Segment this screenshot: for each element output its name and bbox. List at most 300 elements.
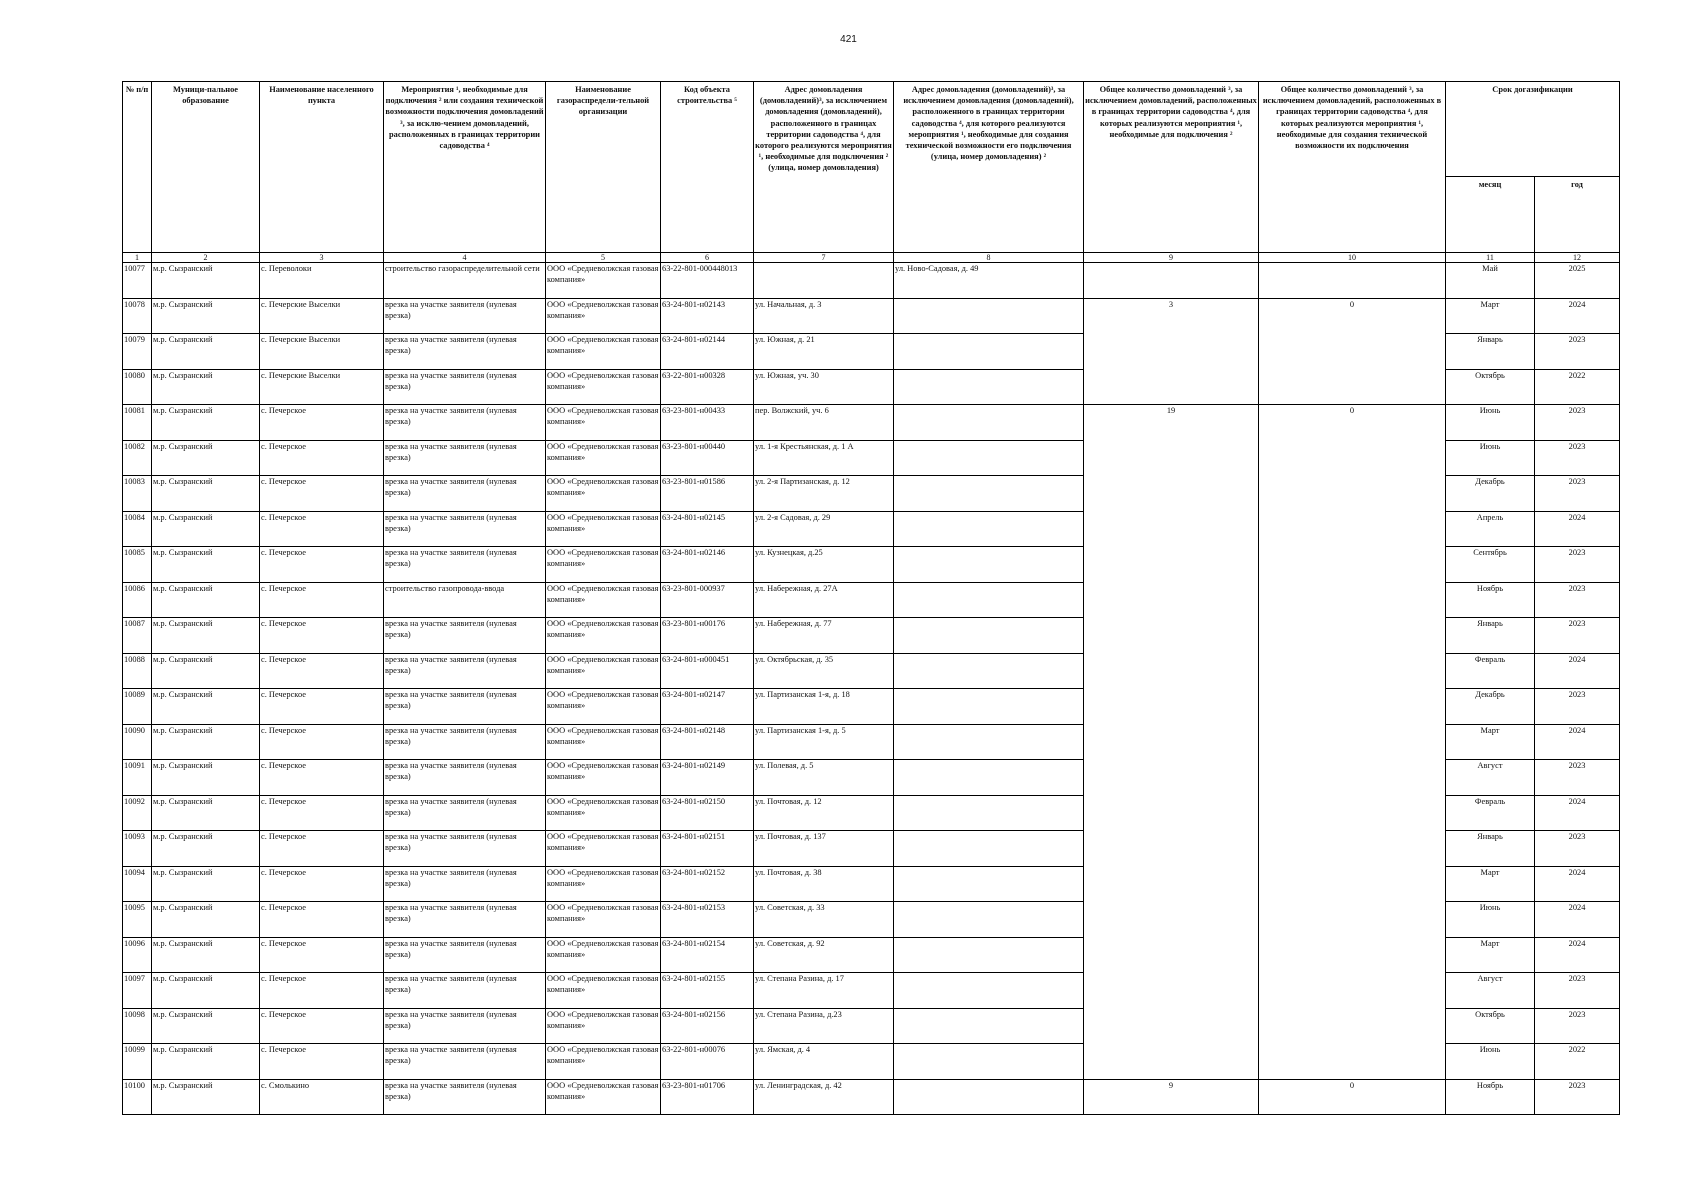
settlement-cell: с. Печерское <box>260 689 384 725</box>
year-cell: 2023 <box>1535 973 1620 1009</box>
header-year: год <box>1535 177 1620 253</box>
count-connection-cell: 3 <box>1084 298 1259 334</box>
address-connection-cell: ул. Набережная, д. 77 <box>754 618 894 654</box>
count-technical-cell <box>1259 511 1446 547</box>
month-cell: Август <box>1446 760 1535 796</box>
row-number-cell: 10082 <box>123 440 152 476</box>
count-technical-cell <box>1259 440 1446 476</box>
count-connection-cell <box>1084 653 1259 689</box>
year-cell: 2023 <box>1535 831 1620 867</box>
organization-cell: ООО «Средневолжская газовая компания» <box>546 405 661 441</box>
year-cell: 2023 <box>1535 582 1620 618</box>
row-number-cell: 10077 <box>123 263 152 299</box>
table-row <box>123 653 1620 689</box>
address-technical-cell <box>894 831 1084 867</box>
count-technical-cell <box>1259 724 1446 760</box>
column-number: 11 <box>1446 253 1535 263</box>
object-code-cell: 63-24-801-н02150 <box>661 795 754 831</box>
address-connection-cell: ул. Степана Разина, д.23 <box>754 1008 894 1044</box>
month-cell: Август <box>1446 973 1535 1009</box>
event-cell: врезка на участке заявителя (нулевая врезка) <box>384 902 546 938</box>
organization-cell: ООО «Средневолжская газовая компания» <box>546 866 661 902</box>
address-technical-cell <box>894 618 1084 654</box>
event-cell: врезка на участке заявителя (нулевая врезка) <box>384 653 546 689</box>
event-cell: врезка на участке заявителя (нулевая врезка) <box>384 866 546 902</box>
month-cell: Январь <box>1446 618 1535 654</box>
count-technical-cell <box>1259 618 1446 654</box>
table-row <box>123 831 1620 867</box>
count-connection-cell <box>1084 582 1259 618</box>
address-technical-cell <box>894 760 1084 796</box>
object-code-cell: 63-24-801-н000451 <box>661 653 754 689</box>
count-technical-cell <box>1259 866 1446 902</box>
address-connection-cell: ул. Начальная, д. 3 <box>754 298 894 334</box>
settlement-cell: с. Печерское <box>260 866 384 902</box>
column-number: 3 <box>260 253 384 263</box>
table-row <box>123 866 1620 902</box>
count-technical-cell <box>1259 476 1446 512</box>
row-number-cell: 10094 <box>123 866 152 902</box>
settlement-cell: с. Смолькино <box>260 1079 384 1115</box>
count-technical-cell: 0 <box>1259 405 1446 441</box>
year-cell: 2023 <box>1535 618 1620 654</box>
settlement-cell: с. Печерское <box>260 1044 384 1080</box>
table-row <box>123 1079 1620 1115</box>
address-connection-cell: ул. Южная, д. 21 <box>754 334 894 370</box>
year-cell: 2025 <box>1535 263 1620 299</box>
address-connection-cell: пер. Волжский, уч. 6 <box>754 405 894 441</box>
organization-cell: ООО «Средневолжская газовая компания» <box>546 334 661 370</box>
settlement-cell: с. Печерское <box>260 1008 384 1044</box>
table-row <box>123 689 1620 725</box>
event-cell: строительство газопровода-ввода <box>384 582 546 618</box>
column-number: 7 <box>754 253 894 263</box>
month-cell: Март <box>1446 866 1535 902</box>
municipality-cell: м.р. Сызранский <box>152 760 260 796</box>
object-code-cell: 63-23-801-н01586 <box>661 476 754 512</box>
event-cell: врезка на участке заявителя (нулевая врезка) <box>384 831 546 867</box>
table-row <box>123 298 1620 334</box>
object-code-cell: 63-24-801-н02151 <box>661 831 754 867</box>
header-deadline: Срок догазификации <box>1446 82 1620 177</box>
count-technical-cell <box>1259 263 1446 299</box>
organization-cell: ООО «Средневолжская газовая компания» <box>546 547 661 583</box>
settlement-cell: с. Печерское <box>260 795 384 831</box>
address-technical-cell <box>894 582 1084 618</box>
year-cell: 2024 <box>1535 795 1620 831</box>
row-number-cell: 10088 <box>123 653 152 689</box>
header-address-technical: Адрес домовладения (домовладений)³, за исключением домовладения (домовладений), расположенного в границах территории садоводства ⁴, для которого реализуются мероприятия ¹, необходимые для создания технической возможности его подключения (улица, номер домовладения) ² <box>894 82 1084 253</box>
organization-cell: ООО «Средневолжская газовая компания» <box>546 511 661 547</box>
organization-cell: ООО «Средневолжская газовая компания» <box>546 760 661 796</box>
count-technical-cell <box>1259 937 1446 973</box>
row-number-cell: 10081 <box>123 405 152 441</box>
table-row <box>123 724 1620 760</box>
municipality-cell: м.р. Сызранский <box>152 511 260 547</box>
table-row <box>123 973 1620 1009</box>
organization-cell: ООО «Средневолжская газовая компания» <box>546 689 661 725</box>
settlement-cell: с. Печерское <box>260 511 384 547</box>
address-technical-cell: ул. Ново-Садовая, д. 49 <box>894 263 1084 299</box>
table-row <box>123 1008 1620 1044</box>
object-code-cell: 63-24-801-н02143 <box>661 298 754 334</box>
column-number: 6 <box>661 253 754 263</box>
count-connection-cell <box>1084 795 1259 831</box>
column-number: 2 <box>152 253 260 263</box>
organization-cell: ООО «Средневолжская газовая компания» <box>546 937 661 973</box>
object-code-cell: 63-24-801-н02155 <box>661 973 754 1009</box>
settlement-cell: с. Печерское <box>260 902 384 938</box>
year-cell: 2024 <box>1535 724 1620 760</box>
count-connection-cell <box>1084 689 1259 725</box>
year-cell: 2022 <box>1535 1044 1620 1080</box>
year-cell: 2023 <box>1535 476 1620 512</box>
municipality-cell: м.р. Сызранский <box>152 689 260 725</box>
settlement-cell: с. Печерское <box>260 653 384 689</box>
event-cell: врезка на участке заявителя (нулевая врезка) <box>384 547 546 583</box>
month-cell: Март <box>1446 937 1535 973</box>
address-connection-cell: ул. 1-я Крестьянская, д. 1 А <box>754 440 894 476</box>
object-code-cell: 63-24-801-н02153 <box>661 902 754 938</box>
count-connection-cell <box>1084 973 1259 1009</box>
organization-cell: ООО «Средневолжская газовая компания» <box>546 440 661 476</box>
column-number: 9 <box>1084 253 1259 263</box>
event-cell: врезка на участке заявителя (нулевая врезка) <box>384 795 546 831</box>
month-cell: Декабрь <box>1446 689 1535 725</box>
object-code-cell: 63-23-801-н00440 <box>661 440 754 476</box>
row-number-cell: 10078 <box>123 298 152 334</box>
address-technical-cell <box>894 866 1084 902</box>
month-cell: Ноябрь <box>1446 582 1535 618</box>
municipality-cell: м.р. Сызранский <box>152 334 260 370</box>
row-number-cell: 10096 <box>123 937 152 973</box>
object-code-cell: 63-24-801-н02145 <box>661 511 754 547</box>
organization-cell: ООО «Средневолжская газовая компания» <box>546 724 661 760</box>
municipality-cell: м.р. Сызранский <box>152 831 260 867</box>
count-technical-cell <box>1259 582 1446 618</box>
event-cell: врезка на участке заявителя (нулевая врезка) <box>384 760 546 796</box>
organization-cell: ООО «Средневолжская газовая компания» <box>546 618 661 654</box>
column-number: 1 <box>123 253 152 263</box>
object-code-cell: 63-24-801-н02149 <box>661 760 754 796</box>
row-number-cell: 10091 <box>123 760 152 796</box>
gasification-table <box>122 81 1620 1115</box>
column-number: 12 <box>1535 253 1620 263</box>
count-connection-cell <box>1084 369 1259 405</box>
address-technical-cell <box>894 973 1084 1009</box>
address-connection-cell: ул. Советская, д. 33 <box>754 902 894 938</box>
object-code-cell: 63-23-801-н00433 <box>661 405 754 441</box>
count-connection-cell <box>1084 866 1259 902</box>
count-connection-cell <box>1084 831 1259 867</box>
table-row <box>123 476 1620 512</box>
address-connection-cell: ул. 2-я Партизанская, д. 12 <box>754 476 894 512</box>
event-cell: врезка на участке заявителя (нулевая врезка) <box>384 724 546 760</box>
address-connection-cell: ул. Полевая, д. 5 <box>754 760 894 796</box>
year-cell: 2023 <box>1535 547 1620 583</box>
row-number-cell: 10093 <box>123 831 152 867</box>
month-cell: Июнь <box>1446 902 1535 938</box>
table-row <box>123 405 1620 441</box>
count-technical-cell <box>1259 689 1446 725</box>
address-connection-cell: ул. Ленинградская, д. 42 <box>754 1079 894 1115</box>
month-cell: Январь <box>1446 831 1535 867</box>
event-cell: врезка на участке заявителя (нулевая врезка) <box>384 1008 546 1044</box>
month-cell: Апрель <box>1446 511 1535 547</box>
month-cell: Июнь <box>1446 1044 1535 1080</box>
table-row <box>123 582 1620 618</box>
object-code-cell: 63-24-801-н02146 <box>661 547 754 583</box>
count-technical-cell <box>1259 369 1446 405</box>
row-number-cell: 10079 <box>123 334 152 370</box>
year-cell: 2022 <box>1535 369 1620 405</box>
settlement-cell: с. Печерские Выселки <box>260 334 384 370</box>
month-cell: Февраль <box>1446 795 1535 831</box>
month-cell: Март <box>1446 298 1535 334</box>
count-connection-cell <box>1084 511 1259 547</box>
organization-cell: ООО «Средневолжская газовая компания» <box>546 263 661 299</box>
address-connection-cell: ул. Октябрьская, д. 35 <box>754 653 894 689</box>
settlement-cell: с. Печерские Выселки <box>260 369 384 405</box>
municipality-cell: м.р. Сызранский <box>152 369 260 405</box>
municipality-cell: м.р. Сызранский <box>152 582 260 618</box>
count-connection-cell: 19 <box>1084 405 1259 441</box>
count-connection-cell <box>1084 440 1259 476</box>
municipality-cell: м.р. Сызранский <box>152 298 260 334</box>
settlement-cell: с. Переволоки <box>260 263 384 299</box>
settlement-cell: с. Печерское <box>260 937 384 973</box>
organization-cell: ООО «Средневолжская газовая компания» <box>546 653 661 689</box>
municipality-cell: м.р. Сызранский <box>152 476 260 512</box>
header-number: № п/п <box>123 82 152 253</box>
address-connection-cell: ул. Кузнецкая, д.25 <box>754 547 894 583</box>
organization-cell: ООО «Средневолжская газовая компания» <box>546 795 661 831</box>
municipality-cell: м.р. Сызранский <box>152 547 260 583</box>
event-cell: врезка на участке заявителя (нулевая врезка) <box>384 476 546 512</box>
count-connection-cell <box>1084 724 1259 760</box>
event-cell: врезка на участке заявителя (нулевая врезка) <box>384 937 546 973</box>
year-cell: 2024 <box>1535 866 1620 902</box>
count-connection-cell <box>1084 618 1259 654</box>
address-technical-cell <box>894 795 1084 831</box>
address-connection-cell: ул. Набережная, д. 27А <box>754 582 894 618</box>
month-cell: Февраль <box>1446 653 1535 689</box>
row-number-cell: 10092 <box>123 795 152 831</box>
settlement-cell: с. Печерское <box>260 831 384 867</box>
year-cell: 2024 <box>1535 511 1620 547</box>
column-number: 4 <box>384 253 546 263</box>
year-cell: 2024 <box>1535 298 1620 334</box>
address-technical-cell <box>894 369 1084 405</box>
count-connection-cell <box>1084 1044 1259 1080</box>
address-technical-cell <box>894 902 1084 938</box>
address-technical-cell <box>894 724 1084 760</box>
row-number-cell: 10095 <box>123 902 152 938</box>
count-connection-cell <box>1084 760 1259 796</box>
address-technical-cell <box>894 440 1084 476</box>
count-connection-cell <box>1084 547 1259 583</box>
count-technical-cell <box>1259 547 1446 583</box>
object-code-cell: 63-22-801-н00076 <box>661 1044 754 1080</box>
settlement-cell: с. Печерское <box>260 760 384 796</box>
address-connection-cell <box>754 263 894 299</box>
municipality-cell: м.р. Сызранский <box>152 902 260 938</box>
address-technical-cell <box>894 1008 1084 1044</box>
row-number-cell: 10097 <box>123 973 152 1009</box>
header-address-connection: Адрес домовладения (домовладений)³, за исключением домовладения (домовладений), расположенного в границах территории садоводства ⁴, для которого реализуются мероприятия ¹, необходимые для подключения ² (улица, номер домовладения) <box>754 82 894 253</box>
table-row <box>123 334 1620 370</box>
month-cell: Май <box>1446 263 1535 299</box>
address-technical-cell <box>894 653 1084 689</box>
month-cell: Июнь <box>1446 405 1535 441</box>
municipality-cell: м.р. Сызранский <box>152 653 260 689</box>
column-number: 5 <box>546 253 661 263</box>
count-connection-cell <box>1084 902 1259 938</box>
count-technical-cell <box>1259 1008 1446 1044</box>
address-connection-cell: ул. Почтовая, д. 137 <box>754 831 894 867</box>
municipality-cell: м.р. Сызранский <box>152 405 260 441</box>
column-number-row <box>123 253 1620 263</box>
count-technical-cell: 0 <box>1259 1079 1446 1115</box>
count-connection-cell <box>1084 476 1259 512</box>
month-cell: Октябрь <box>1446 369 1535 405</box>
header-count-connection: Общее количество домовладений ³, за исключением домовладений, расположенных в границах территории садоводства ⁴, для которых реализуются мероприятия ¹, необходимые для подключения ² <box>1084 82 1259 253</box>
table-row <box>123 618 1620 654</box>
header-events: Мероприятия ¹, необходимые для подключения ² или создания технической возможности подключения домовладений ³, за исклю-чением домовладений, расположенных в границах территории садоводства ⁴ <box>384 82 546 253</box>
object-code-cell: 63-24-801-н02148 <box>661 724 754 760</box>
column-number: 8 <box>894 253 1084 263</box>
address-technical-cell <box>894 334 1084 370</box>
object-code-cell: 63-24-801-н02152 <box>661 866 754 902</box>
table-row <box>123 547 1620 583</box>
settlement-cell: с. Печерское <box>260 547 384 583</box>
event-cell: врезка на участке заявителя (нулевая врезка) <box>384 298 546 334</box>
year-cell: 2024 <box>1535 902 1620 938</box>
table-row <box>123 902 1620 938</box>
organization-cell: ООО «Средневолжская газовая компания» <box>546 831 661 867</box>
row-number-cell: 10086 <box>123 582 152 618</box>
address-technical-cell <box>894 476 1084 512</box>
year-cell: 2023 <box>1535 689 1620 725</box>
table-row <box>123 937 1620 973</box>
object-code-cell: 63-24-801-н02147 <box>661 689 754 725</box>
table-row <box>123 369 1620 405</box>
count-technical-cell <box>1259 973 1446 1009</box>
settlement-cell: с. Печерские Выселки <box>260 298 384 334</box>
event-cell: строительство газораспределительной сети <box>384 263 546 299</box>
year-cell: 2023 <box>1535 440 1620 476</box>
header-organization: Наименование газораспредели-тельной организации <box>546 82 661 253</box>
count-technical-cell <box>1259 760 1446 796</box>
month-cell: Январь <box>1446 334 1535 370</box>
object-code-cell: 63-23-801-000937 <box>661 582 754 618</box>
municipality-cell: м.р. Сызранский <box>152 440 260 476</box>
table-row <box>123 263 1620 299</box>
table-row <box>123 440 1620 476</box>
municipality-cell: м.р. Сызранский <box>152 937 260 973</box>
organization-cell: ООО «Средневолжская газовая компания» <box>546 1079 661 1115</box>
object-code-cell: 63-22-801-000448013 <box>661 263 754 299</box>
month-cell: Декабрь <box>1446 476 1535 512</box>
address-technical-cell <box>894 511 1084 547</box>
header-month: месяц <box>1446 177 1535 253</box>
organization-cell: ООО «Средневолжская газовая компания» <box>546 902 661 938</box>
row-number-cell: 10083 <box>123 476 152 512</box>
row-number-cell: 10085 <box>123 547 152 583</box>
month-cell: Ноябрь <box>1446 1079 1535 1115</box>
table-row <box>123 511 1620 547</box>
count-connection-cell <box>1084 263 1259 299</box>
municipality-cell: м.р. Сызранский <box>152 724 260 760</box>
year-cell: 2024 <box>1535 653 1620 689</box>
object-code-cell: 63-24-801-н02154 <box>661 937 754 973</box>
count-connection-cell: 9 <box>1084 1079 1259 1115</box>
row-number-cell: 10089 <box>123 689 152 725</box>
row-number-cell: 10100 <box>123 1079 152 1115</box>
table-body <box>123 263 1620 1115</box>
row-number-cell: 10099 <box>123 1044 152 1080</box>
address-connection-cell: ул. Почтовая, д. 38 <box>754 866 894 902</box>
year-cell: 2023 <box>1535 1079 1620 1115</box>
municipality-cell: м.р. Сызранский <box>152 1079 260 1115</box>
count-technical-cell <box>1259 653 1446 689</box>
header-municipality: Муници-пальное образование <box>152 82 260 253</box>
event-cell: врезка на участке заявителя (нулевая врезка) <box>384 369 546 405</box>
settlement-cell: с. Печерское <box>260 724 384 760</box>
row-number-cell: 10098 <box>123 1008 152 1044</box>
year-cell: 2023 <box>1535 405 1620 441</box>
row-number-cell: 10084 <box>123 511 152 547</box>
municipality-cell: м.р. Сызранский <box>152 1044 260 1080</box>
event-cell: врезка на участке заявителя (нулевая врезка) <box>384 1079 546 1115</box>
count-technical-cell: 0 <box>1259 298 1446 334</box>
organization-cell: ООО «Средневолжская газовая компания» <box>546 1008 661 1044</box>
address-technical-cell <box>894 937 1084 973</box>
year-cell: 2024 <box>1535 937 1620 973</box>
year-cell: 2023 <box>1535 760 1620 796</box>
count-connection-cell <box>1084 334 1259 370</box>
address-connection-cell: ул. Почтовая, д. 12 <box>754 795 894 831</box>
organization-cell: ООО «Средневолжская газовая компания» <box>546 1044 661 1080</box>
count-connection-cell <box>1084 1008 1259 1044</box>
organization-cell: ООО «Средневолжская газовая компания» <box>546 973 661 1009</box>
month-cell: Сентябрь <box>1446 547 1535 583</box>
settlement-cell: с. Печерское <box>260 618 384 654</box>
address-connection-cell: ул. Ямская, д. 4 <box>754 1044 894 1080</box>
address-technical-cell <box>894 689 1084 725</box>
object-code-cell: 63-24-801-н02144 <box>661 334 754 370</box>
address-connection-cell: ул. Партизанская 1-я, д. 5 <box>754 724 894 760</box>
year-cell: 2023 <box>1535 1008 1620 1044</box>
count-technical-cell <box>1259 795 1446 831</box>
object-code-cell: 63-23-801-н00176 <box>661 618 754 654</box>
organization-cell: ООО «Средневолжская газовая компания» <box>546 476 661 512</box>
count-technical-cell <box>1259 831 1446 867</box>
address-connection-cell: ул. Южная, уч. 30 <box>754 369 894 405</box>
header-count-technical: Общее количество домовладений ³, за исключением домовладений, расположенных в границах территории садоводства ⁴, для которых реализуются мероприятия ¹, необходимые для создания технической возможности их подключения <box>1259 82 1446 253</box>
municipality-cell: м.р. Сызранский <box>152 973 260 1009</box>
address-connection-cell: ул. Партизанская 1-я, д. 18 <box>754 689 894 725</box>
event-cell: врезка на участке заявителя (нулевая врезка) <box>384 405 546 441</box>
organization-cell: ООО «Средневолжская газовая компания» <box>546 582 661 618</box>
object-code-cell: 63-22-801-н00328 <box>661 369 754 405</box>
count-connection-cell <box>1084 937 1259 973</box>
municipality-cell: м.р. Сызранский <box>152 1008 260 1044</box>
row-number-cell: 10087 <box>123 618 152 654</box>
address-connection-cell: ул. 2-я Садовая, д. 29 <box>754 511 894 547</box>
table-row <box>123 795 1620 831</box>
event-cell: врезка на участке заявителя (нулевая врезка) <box>384 334 546 370</box>
